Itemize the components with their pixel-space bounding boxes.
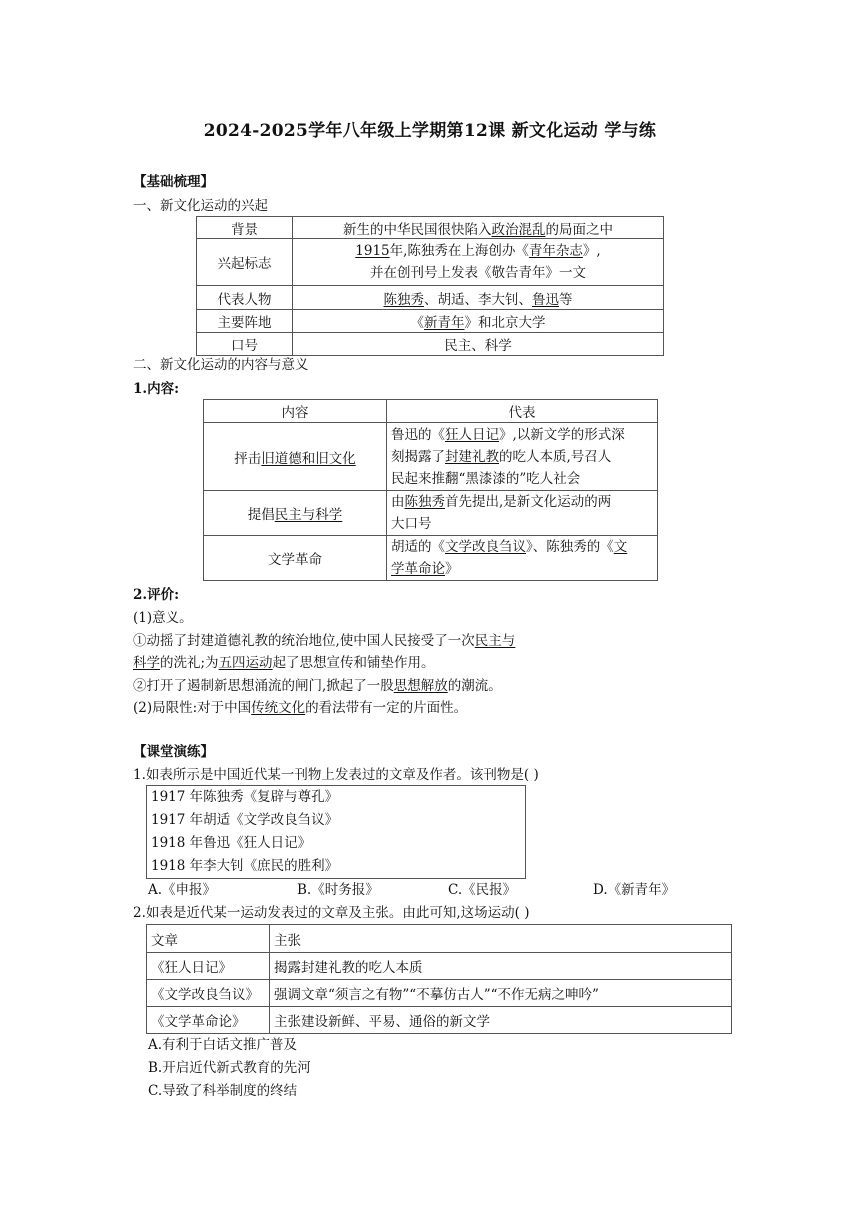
row-value: 《新青年》和北京大学 xyxy=(293,310,664,333)
row-label: 口号 xyxy=(197,333,293,356)
row-label: 代表人物 xyxy=(197,286,293,310)
q2-header-row xyxy=(147,925,732,953)
q2-option-c[interactable]: C.导致了科举制度的终结 xyxy=(148,1083,298,1099)
content-row-promote xyxy=(204,491,658,536)
claim-cell: 强调文章“须言之有物”“不摹仿古人”“不作无病之呻吟” xyxy=(270,980,732,1007)
evaluation-line: (2)局限性:对于中国传统文化的看法带有一定的片面性。 xyxy=(133,700,468,716)
q1-option-a[interactable]: A.《申报》 xyxy=(148,882,217,898)
q2-option-a[interactable]: A.有利于白话文推广普及 xyxy=(148,1037,298,1053)
content-cell: 抨击旧道德和旧文化 xyxy=(204,423,387,491)
article-cell: 《文学改良刍议》 xyxy=(147,980,270,1007)
header-cell: 主张 xyxy=(270,925,732,953)
header-cell: 内容 xyxy=(204,400,387,423)
table-row xyxy=(147,1007,732,1034)
evaluation-line: ②打开了遏制新思想涌流的闸门,掀起了一股思想解放的潮流。 xyxy=(133,678,502,694)
rise-table xyxy=(196,216,664,356)
section-heading-practice: 【课堂演练】 xyxy=(133,744,214,760)
question-1-box xyxy=(146,785,526,879)
table-row xyxy=(147,980,732,1007)
representative-cell: 鲁迅的《狂人日记》,以新文学的形式深 刻揭露了封建礼教的吃人本质,号召人 民起来推翻“黑漆漆的”吃人社会 xyxy=(387,423,658,491)
article-row: 1918 年李大钊《庶民的胜利》 xyxy=(151,858,339,874)
content-row-attack xyxy=(204,423,658,491)
rise-row-marker xyxy=(197,239,664,286)
document-title: 2024-2025学年八年级上学期第12课 新文化运动 学与练 xyxy=(203,121,657,141)
question-1-stem: 1.如表所示是中国近代某一刊物上发表过的文章及作者。该刊物是( ) xyxy=(133,767,539,783)
content-row-literature xyxy=(204,536,658,581)
part2-title: 二、新文化运动的内容与意义 xyxy=(133,357,309,373)
part1-title: 一、新文化运动的兴起 xyxy=(133,198,268,214)
evaluation-line: ①动摇了封建道德礼教的统治地位,使中国人民接受了一次民主与 xyxy=(133,633,516,649)
row-label: 兴起标志 xyxy=(197,239,293,286)
content-label: 1.内容: xyxy=(133,381,180,397)
section-heading-basics: 【基础梳理】 xyxy=(133,174,214,190)
row-value: 新生的中华民国很快陷入政治混乱的局面之中 xyxy=(293,217,664,239)
content-cell: 文学革命 xyxy=(204,536,387,581)
representative-cell: 胡适的《文学改良刍议》、陈独秀的《文 学革命论》 xyxy=(387,536,658,581)
header-cell: 代表 xyxy=(387,400,658,423)
content-header-row xyxy=(204,400,658,423)
article-row: 1917 年胡适《文学改良刍议》 xyxy=(151,812,339,828)
row-label: 主要阵地 xyxy=(197,310,293,333)
article-row: 1918 年鲁迅《狂人日记》 xyxy=(151,835,312,851)
claim-cell: 揭露封建礼教的吃人本质 xyxy=(270,953,732,980)
table-row xyxy=(147,953,732,980)
rise-row-slogan xyxy=(197,333,664,356)
row-value: 1915年,陈独秀在上海创办《青年杂志》, 并在创刊号上发表《敬告青年》一文 xyxy=(293,239,664,286)
evaluation-label: 2.评价: xyxy=(133,587,180,603)
evaluation-line: 科学的洗礼;为五四运动起了思想宣传和铺垫作用。 xyxy=(133,655,435,671)
row-label: 背景 xyxy=(197,217,293,239)
row-value: 民主、科学 xyxy=(293,333,664,356)
q1-option-c[interactable]: C.《民报》 xyxy=(448,882,517,898)
q1-option-b[interactable]: B.《时务报》 xyxy=(297,882,379,898)
content-table xyxy=(203,399,658,581)
article-cell: 《狂人日记》 xyxy=(147,953,270,980)
evaluation-line: (1)意义。 xyxy=(133,610,193,626)
q2-option-b[interactable]: B.开启近代新式教育的先河 xyxy=(148,1060,311,1076)
rise-row-figures xyxy=(197,286,664,310)
article-row: 1917 年陈独秀《复辟与尊孔》 xyxy=(151,789,339,805)
row-value: 陈独秀、胡适、李大钊、鲁迅等 xyxy=(293,286,664,310)
representative-cell: 由陈独秀首先提出,是新文化运动的两 大口号 xyxy=(387,491,658,536)
claim-cell: 主张建设新鲜、平易、通俗的新文学 xyxy=(270,1007,732,1034)
question-2-stem: 2.如表是近代某一运动发表过的文章及主张。由此可知,这场运动( ) xyxy=(133,905,530,921)
content-cell: 提倡民主与科学 xyxy=(204,491,387,536)
question-2-table xyxy=(146,924,732,1034)
rise-row-base xyxy=(197,310,664,333)
q1-option-d[interactable]: D.《新青年》 xyxy=(593,882,676,898)
article-cell: 《文学革命论》 xyxy=(147,1007,270,1034)
header-cell: 文章 xyxy=(147,925,270,953)
rise-row-background xyxy=(197,217,664,239)
